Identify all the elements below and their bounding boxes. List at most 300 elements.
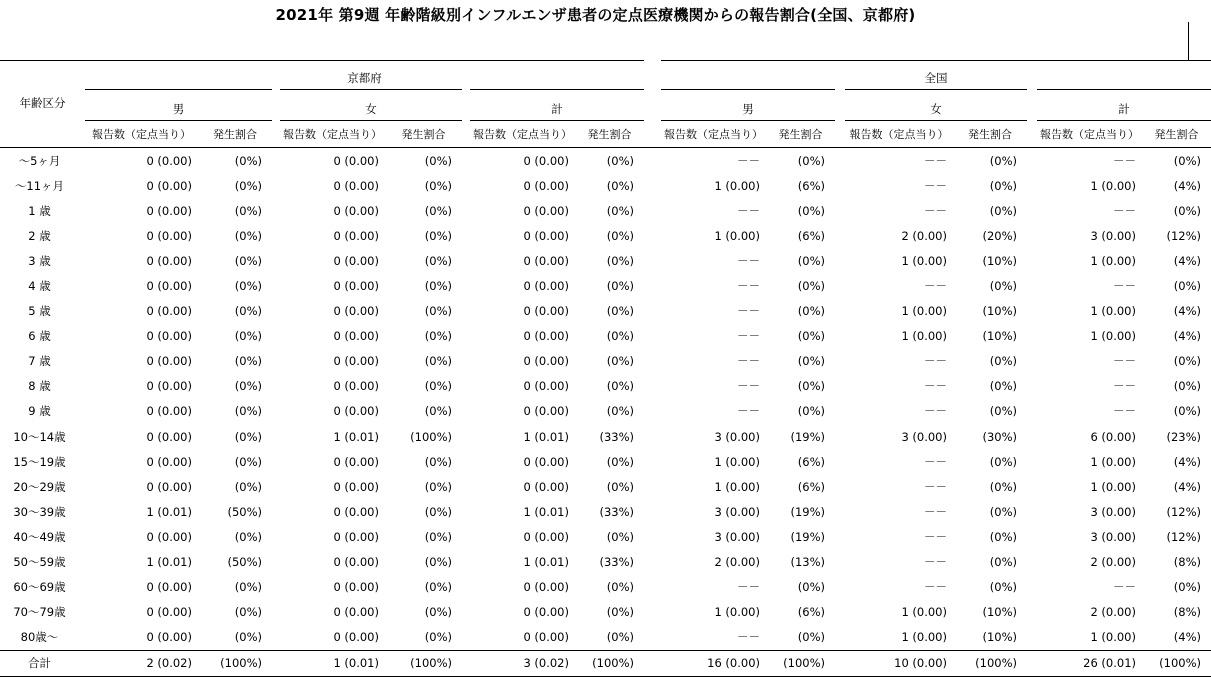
count-cell: 0 (0.00) bbox=[333, 354, 379, 369]
column-gap bbox=[1027, 625, 1037, 651]
column-gap bbox=[462, 575, 470, 600]
count-cell: 1 (0.00) bbox=[714, 479, 760, 494]
ratio-cell: (33%) bbox=[599, 504, 634, 519]
column-gap bbox=[272, 625, 280, 651]
ratio-cell: (33%) bbox=[599, 429, 634, 444]
count-cell: 0 (0.00) bbox=[523, 605, 569, 620]
column-gap bbox=[272, 173, 280, 198]
ratio-cell: (0%) bbox=[424, 304, 452, 319]
column-gap bbox=[462, 650, 470, 676]
ratio-cell: (0%) bbox=[1173, 379, 1201, 394]
ratio-cell: (50%) bbox=[227, 555, 262, 570]
count-cell: 0 (0.00) bbox=[146, 153, 192, 168]
column-gap bbox=[835, 173, 845, 198]
table-row bbox=[0, 374, 1211, 399]
count-cell: 3 (0.00) bbox=[714, 529, 760, 544]
count-cell: －－ bbox=[737, 630, 760, 645]
kyoto-header: 京都府 bbox=[85, 61, 644, 90]
column-gap bbox=[462, 524, 470, 549]
age-cell: 7 歳 bbox=[28, 354, 51, 369]
count-header: 報告数（定点当り） bbox=[470, 121, 575, 148]
column-gap bbox=[462, 474, 470, 499]
count-cell: 0 (0.00) bbox=[523, 379, 569, 394]
count-cell: 0 (0.00) bbox=[523, 354, 569, 369]
column-gap bbox=[462, 273, 470, 298]
age-cell: 1 歳 bbox=[28, 203, 51, 218]
count-cell: 1 (0.00) bbox=[1090, 479, 1136, 494]
count-cell: 1 (0.01) bbox=[523, 555, 569, 570]
ratio-cell: (100%) bbox=[575, 650, 644, 676]
ratio-cell: (0%) bbox=[989, 529, 1017, 544]
ratio-cell: (0%) bbox=[234, 354, 262, 369]
count-cell: 0 (0.00) bbox=[146, 454, 192, 469]
ratio-cell: (0%) bbox=[797, 203, 825, 218]
column-gap bbox=[644, 449, 661, 474]
column-gap bbox=[1027, 550, 1037, 575]
count-header: 報告数（定点当り） bbox=[85, 121, 198, 148]
count-cell: 0 (0.00) bbox=[146, 379, 192, 394]
column-gap bbox=[272, 550, 280, 575]
count-cell: 3 (0.00) bbox=[714, 504, 760, 519]
ratio-cell: (12%) bbox=[1166, 529, 1201, 544]
count-cell: 1 (0.00) bbox=[1090, 304, 1136, 319]
column-gap bbox=[835, 625, 845, 651]
ratio-cell: (0%) bbox=[1173, 279, 1201, 294]
column-gap bbox=[644, 625, 661, 651]
column-gap bbox=[835, 374, 845, 399]
ratio-cell: (8%) bbox=[1173, 555, 1201, 570]
column-gap bbox=[1027, 449, 1037, 474]
ratio-cell: (0%) bbox=[424, 379, 452, 394]
table-row bbox=[0, 198, 1211, 223]
ratio-cell: (4%) bbox=[1173, 253, 1201, 268]
table-row bbox=[0, 474, 1211, 499]
column-gap bbox=[835, 524, 845, 549]
count-cell: 26 (0.01) bbox=[1037, 650, 1142, 676]
ratio-cell: (0%) bbox=[797, 304, 825, 319]
table-row bbox=[0, 424, 1211, 449]
age-cell: ～5ヶ月 bbox=[18, 153, 61, 168]
count-cell: 0 (0.00) bbox=[146, 429, 192, 444]
ratio-cell: (0%) bbox=[989, 279, 1017, 294]
ratio-cell: (10%) bbox=[982, 329, 1017, 344]
ratio-cell: (0%) bbox=[424, 580, 452, 595]
column-gap bbox=[1027, 299, 1037, 324]
column-gap bbox=[644, 148, 661, 174]
age-cell: 10～14歳 bbox=[13, 429, 66, 444]
ratio-cell: (0%) bbox=[606, 329, 634, 344]
column-gap bbox=[272, 374, 280, 399]
table-row bbox=[0, 248, 1211, 273]
column-gap bbox=[1027, 399, 1037, 424]
count-cell: 2 (0.00) bbox=[714, 555, 760, 570]
age-cell: 8 歳 bbox=[28, 379, 51, 394]
count-cell: 0 (0.00) bbox=[523, 529, 569, 544]
ratio-cell: (12%) bbox=[1166, 504, 1201, 519]
count-cell: －－ bbox=[924, 404, 947, 419]
ratio-cell: (0%) bbox=[989, 379, 1017, 394]
count-cell: 1 (0.01) bbox=[280, 650, 385, 676]
column-gap bbox=[462, 550, 470, 575]
count-cell: 0 (0.00) bbox=[523, 178, 569, 193]
age-cell: 4 歳 bbox=[28, 279, 51, 294]
column-gap bbox=[272, 424, 280, 449]
ratio-cell: (0%) bbox=[606, 529, 634, 544]
ratio-cell: (0%) bbox=[234, 178, 262, 193]
age-cell: 15～19歳 bbox=[13, 454, 66, 469]
count-cell: 1 (0.00) bbox=[901, 329, 947, 344]
count-cell: 0 (0.00) bbox=[523, 454, 569, 469]
column-gap bbox=[644, 600, 661, 625]
count-cell: 1 (0.00) bbox=[1090, 178, 1136, 193]
count-header: 報告数（定点当り） bbox=[661, 121, 766, 148]
count-cell: －－ bbox=[737, 379, 760, 394]
count-cell: 0 (0.00) bbox=[523, 479, 569, 494]
ratio-cell: (0%) bbox=[606, 479, 634, 494]
column-gap bbox=[835, 550, 845, 575]
ratio-cell: (0%) bbox=[606, 354, 634, 369]
column-gap bbox=[462, 399, 470, 424]
ratio-cell: (0%) bbox=[234, 404, 262, 419]
column-gap bbox=[644, 374, 661, 399]
ratio-cell: (0%) bbox=[234, 253, 262, 268]
count-cell: 0 (0.00) bbox=[523, 329, 569, 344]
count-cell: 0 (0.00) bbox=[146, 253, 192, 268]
count-cell: 2 (0.00) bbox=[1090, 605, 1136, 620]
column-gap bbox=[462, 198, 470, 223]
column-gap bbox=[1027, 273, 1037, 298]
count-cell: 3 (0.00) bbox=[714, 429, 760, 444]
table-row bbox=[0, 575, 1211, 600]
count-cell: 0 (0.00) bbox=[333, 153, 379, 168]
table-row bbox=[0, 223, 1211, 248]
count-cell: 1 (0.01) bbox=[523, 429, 569, 444]
count-cell: 0 (0.00) bbox=[333, 178, 379, 193]
age-cell: 60～69歳 bbox=[13, 580, 66, 595]
ratio-cell: (0%) bbox=[1173, 404, 1201, 419]
ratio-cell: (100%) bbox=[766, 650, 835, 676]
column-gap bbox=[1027, 499, 1037, 524]
column-gap bbox=[272, 223, 280, 248]
count-cell: 0 (0.00) bbox=[146, 329, 192, 344]
column-gap bbox=[462, 374, 470, 399]
table-row bbox=[0, 499, 1211, 524]
count-cell: 0 (0.00) bbox=[523, 304, 569, 319]
age-cell: ～11ヶ月 bbox=[14, 178, 65, 193]
count-header: 報告数（定点当り） bbox=[280, 121, 385, 148]
frame-line bbox=[1188, 22, 1189, 60]
ratio-cell: (0%) bbox=[234, 304, 262, 319]
column-gap bbox=[1027, 650, 1037, 676]
age-cell: 5 歳 bbox=[28, 304, 51, 319]
column-gap bbox=[272, 499, 280, 524]
count-cell: －－ bbox=[924, 555, 947, 570]
age-cell: 合計 bbox=[0, 650, 85, 676]
count-cell: －－ bbox=[737, 304, 760, 319]
column-gap bbox=[272, 575, 280, 600]
ratio-cell: (0%) bbox=[424, 178, 452, 193]
ratio-cell: (0%) bbox=[234, 580, 262, 595]
ratio-cell: (0%) bbox=[424, 253, 452, 268]
column-gap bbox=[272, 474, 280, 499]
count-cell: －－ bbox=[1113, 404, 1136, 419]
ratio-cell: (19%) bbox=[790, 504, 825, 519]
national-total-header: 計 bbox=[1037, 90, 1211, 121]
count-cell: －－ bbox=[924, 479, 947, 494]
count-cell: －－ bbox=[737, 153, 760, 168]
count-cell: 1 (0.01) bbox=[146, 555, 192, 570]
count-cell: －－ bbox=[924, 379, 947, 394]
column-gap bbox=[835, 600, 845, 625]
ratio-cell: (0%) bbox=[424, 404, 452, 419]
count-cell: 1 (0.01) bbox=[146, 504, 192, 519]
age-cell: 20～29歳 bbox=[13, 479, 66, 494]
ratio-cell: (0%) bbox=[424, 153, 452, 168]
count-cell: 0 (0.00) bbox=[146, 178, 192, 193]
age-cell: 80歳～ bbox=[20, 630, 59, 645]
ratio-cell: (0%) bbox=[989, 153, 1017, 168]
column-gap bbox=[272, 148, 280, 174]
column-gap bbox=[1027, 324, 1037, 349]
column-gap bbox=[1027, 575, 1037, 600]
ratio-cell: (10%) bbox=[982, 304, 1017, 319]
ratio-cell: (33%) bbox=[599, 555, 634, 570]
column-gap bbox=[644, 248, 661, 273]
ratio-cell: (0%) bbox=[797, 354, 825, 369]
count-cell: 0 (0.00) bbox=[333, 555, 379, 570]
column-gap bbox=[644, 324, 661, 349]
count-cell: 2 (0.00) bbox=[901, 228, 947, 243]
ratio-cell: (0%) bbox=[989, 203, 1017, 218]
ratio-cell: (10%) bbox=[982, 253, 1017, 268]
column-gap bbox=[462, 248, 470, 273]
ratio-cell: (0%) bbox=[797, 153, 825, 168]
column-gap bbox=[462, 600, 470, 625]
ratio-cell: (10%) bbox=[982, 605, 1017, 620]
ratio-cell: (0%) bbox=[424, 279, 452, 294]
column-gap bbox=[462, 424, 470, 449]
column-gap bbox=[644, 650, 661, 676]
ratio-cell: (0%) bbox=[234, 605, 262, 620]
ratio-cell: (0%) bbox=[606, 178, 634, 193]
count-cell: －－ bbox=[924, 153, 947, 168]
count-cell: 0 (0.00) bbox=[146, 279, 192, 294]
count-cell: 0 (0.00) bbox=[333, 504, 379, 519]
ratio-cell: (0%) bbox=[797, 379, 825, 394]
ratio-cell: (0%) bbox=[1173, 203, 1201, 218]
count-cell: 2 (0.02) bbox=[85, 650, 198, 676]
ratio-cell: (100%) bbox=[953, 650, 1027, 676]
ratio-cell: (0%) bbox=[234, 429, 262, 444]
column-gap bbox=[835, 223, 845, 248]
ratio-cell: (4%) bbox=[1173, 479, 1201, 494]
ratio-cell: (0%) bbox=[1173, 580, 1201, 595]
column-gap bbox=[1027, 148, 1037, 174]
count-cell: －－ bbox=[924, 504, 947, 519]
ratio-cell: (0%) bbox=[606, 279, 634, 294]
count-cell: 3 (0.02) bbox=[470, 650, 575, 676]
count-cell: 0 (0.00) bbox=[523, 153, 569, 168]
count-cell: 1 (0.00) bbox=[714, 228, 760, 243]
column-gap bbox=[462, 324, 470, 349]
column-gap bbox=[1027, 349, 1037, 374]
ratio-header: 発生割合 bbox=[766, 121, 835, 148]
count-cell: 0 (0.00) bbox=[523, 580, 569, 595]
column-gap bbox=[272, 524, 280, 549]
count-cell: 0 (0.00) bbox=[333, 253, 379, 268]
count-cell: 1 (0.00) bbox=[1090, 329, 1136, 344]
kyoto-total-header: 計 bbox=[470, 90, 644, 121]
column-gap bbox=[835, 575, 845, 600]
ratio-cell: (0%) bbox=[989, 479, 1017, 494]
column-gap bbox=[835, 324, 845, 349]
column-gap bbox=[1027, 524, 1037, 549]
column-gap bbox=[1027, 424, 1037, 449]
count-cell: －－ bbox=[924, 354, 947, 369]
column-gap bbox=[272, 324, 280, 349]
column-gap bbox=[644, 499, 661, 524]
ratio-cell: (50%) bbox=[227, 504, 262, 519]
ratio-cell: (100%) bbox=[410, 429, 452, 444]
ratio-cell: (20%) bbox=[982, 228, 1017, 243]
table-row bbox=[0, 550, 1211, 575]
count-cell: －－ bbox=[737, 404, 760, 419]
column-gap bbox=[462, 499, 470, 524]
ratio-cell: (23%) bbox=[1166, 429, 1201, 444]
column-gap bbox=[835, 449, 845, 474]
ratio-cell: (6%) bbox=[797, 178, 825, 193]
ratio-cell: (0%) bbox=[1173, 153, 1201, 168]
column-gap bbox=[644, 550, 661, 575]
ratio-cell: (0%) bbox=[424, 605, 452, 620]
column-gap bbox=[644, 524, 661, 549]
ratio-cell: (100%) bbox=[198, 650, 272, 676]
count-header: 報告数（定点当り） bbox=[845, 121, 953, 148]
count-cell: －－ bbox=[924, 203, 947, 218]
column-gap bbox=[272, 600, 280, 625]
total-row bbox=[0, 650, 1211, 676]
ratio-cell: (8%) bbox=[1173, 605, 1201, 620]
national-male-header: 男 bbox=[661, 90, 835, 121]
ratio-cell: (0%) bbox=[606, 580, 634, 595]
count-cell: －－ bbox=[1113, 354, 1136, 369]
column-gap bbox=[644, 474, 661, 499]
ratio-cell: (12%) bbox=[1166, 228, 1201, 243]
ratio-cell: (0%) bbox=[989, 404, 1017, 419]
ratio-cell: (0%) bbox=[424, 630, 452, 645]
count-cell: 1 (0.00) bbox=[1090, 454, 1136, 469]
column-gap bbox=[272, 449, 280, 474]
age-header: 年齢区分 bbox=[0, 61, 85, 148]
table-row bbox=[0, 449, 1211, 474]
ratio-cell: (0%) bbox=[234, 379, 262, 394]
count-cell: 0 (0.00) bbox=[333, 529, 379, 544]
ratio-cell: (0%) bbox=[797, 404, 825, 419]
column-gap bbox=[644, 424, 661, 449]
column-gap bbox=[272, 299, 280, 324]
ratio-cell: (0%) bbox=[797, 630, 825, 645]
ratio-cell: (0%) bbox=[797, 279, 825, 294]
ratio-cell: (6%) bbox=[797, 454, 825, 469]
column-gap bbox=[1027, 374, 1037, 399]
influenza-report-table bbox=[0, 60, 1211, 677]
count-cell: －－ bbox=[924, 580, 947, 595]
count-cell: 0 (0.00) bbox=[146, 529, 192, 544]
count-cell: －－ bbox=[924, 454, 947, 469]
column-gap bbox=[272, 248, 280, 273]
column-gap bbox=[462, 449, 470, 474]
table-row bbox=[0, 299, 1211, 324]
ratio-cell: (0%) bbox=[606, 153, 634, 168]
column-gap bbox=[835, 273, 845, 298]
ratio-cell: (19%) bbox=[790, 429, 825, 444]
ratio-cell: (0%) bbox=[797, 253, 825, 268]
ratio-cell: (19%) bbox=[790, 529, 825, 544]
column-gap bbox=[644, 223, 661, 248]
ratio-cell: (10%) bbox=[982, 630, 1017, 645]
table-row bbox=[0, 349, 1211, 374]
ratio-cell: (0%) bbox=[234, 630, 262, 645]
count-cell: 0 (0.00) bbox=[146, 605, 192, 620]
ratio-cell: (0%) bbox=[234, 153, 262, 168]
ratio-cell: (6%) bbox=[797, 605, 825, 620]
table-row bbox=[0, 524, 1211, 549]
column-gap bbox=[835, 148, 845, 174]
ratio-cell: (0%) bbox=[234, 203, 262, 218]
ratio-cell: (0%) bbox=[989, 354, 1017, 369]
count-cell: 1 (0.00) bbox=[714, 605, 760, 620]
ratio-cell: (6%) bbox=[797, 479, 825, 494]
kyoto-male-header: 男 bbox=[85, 90, 272, 121]
count-cell: 0 (0.00) bbox=[333, 304, 379, 319]
age-cell: 50～59歳 bbox=[13, 555, 66, 570]
column-gap bbox=[462, 299, 470, 324]
count-cell: －－ bbox=[737, 329, 760, 344]
column-gap bbox=[835, 248, 845, 273]
ratio-cell: (0%) bbox=[234, 279, 262, 294]
age-cell: 6 歳 bbox=[28, 329, 51, 344]
ratio-cell: (0%) bbox=[424, 529, 452, 544]
ratio-cell: (0%) bbox=[234, 529, 262, 544]
ratio-cell: (0%) bbox=[989, 454, 1017, 469]
ratio-cell: (0%) bbox=[606, 605, 634, 620]
column-gap bbox=[835, 399, 845, 424]
age-cell: 40～49歳 bbox=[13, 529, 66, 544]
count-cell: 0 (0.00) bbox=[333, 279, 379, 294]
column-gap bbox=[272, 198, 280, 223]
table-row bbox=[0, 600, 1211, 625]
column-gap bbox=[462, 625, 470, 651]
count-cell: 0 (0.00) bbox=[146, 203, 192, 218]
age-cell: 3 歳 bbox=[28, 253, 51, 268]
column-gap bbox=[462, 349, 470, 374]
ratio-cell: (100%) bbox=[385, 650, 462, 676]
count-cell: 10 (0.00) bbox=[845, 650, 953, 676]
count-cell: 0 (0.00) bbox=[523, 279, 569, 294]
column-gap bbox=[1027, 198, 1037, 223]
ratio-cell: (100%) bbox=[1142, 650, 1211, 676]
ratio-cell: (0%) bbox=[234, 329, 262, 344]
count-cell: 6 (0.00) bbox=[1090, 429, 1136, 444]
ratio-cell: (0%) bbox=[606, 304, 634, 319]
count-cell: 0 (0.00) bbox=[146, 354, 192, 369]
count-cell: －－ bbox=[1113, 279, 1136, 294]
count-cell: 3 (0.00) bbox=[901, 429, 947, 444]
column-gap bbox=[644, 575, 661, 600]
ratio-cell: (0%) bbox=[424, 203, 452, 218]
column-gap bbox=[835, 349, 845, 374]
ratio-header: 発生割合 bbox=[385, 121, 462, 148]
